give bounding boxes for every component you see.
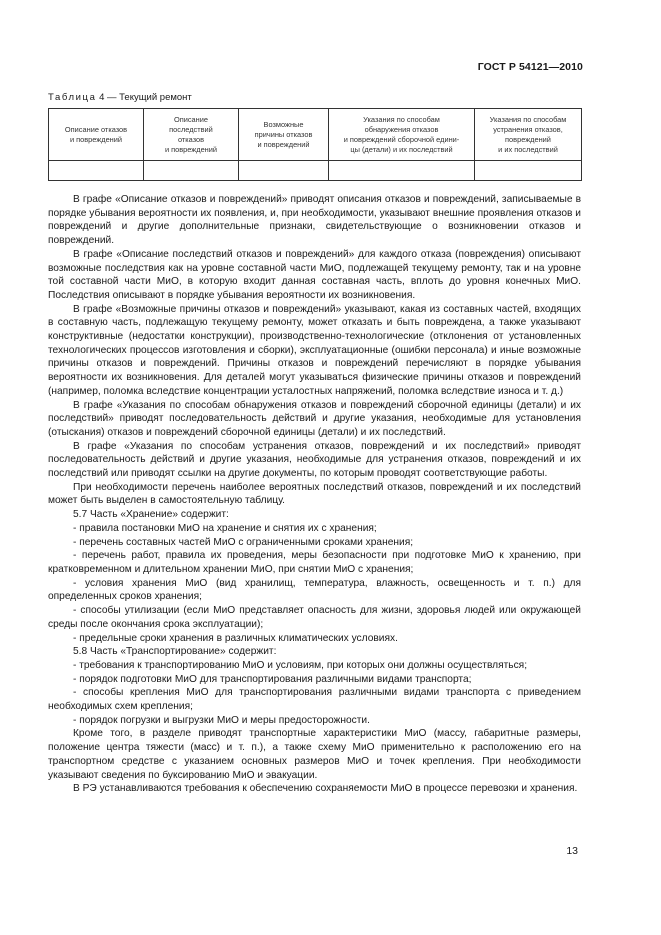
body-text	[48, 193, 581, 796]
header-line: и повреждений	[164, 144, 218, 154]
table-cell	[144, 161, 239, 181]
standard-designation: ГОСТ Р 54121—2010	[477, 61, 583, 73]
paragraph: Кроме того, в разделе приводят транспортные характеристики МиО (массу, габаритные размеры, положение центра тяжести (масс) и т. п.), а также схему МиО применительно к расположению его на транспортном средстве с указанием основных размеров МиО и точек крепления. При необходимости указывают сведения по буксированию МиО и эвакуации.	[48, 728, 581, 781]
table-caption-text: 4 — Текущий ремонт	[96, 92, 192, 103]
paragraph: В графе «Описание последствий отказов и повреждений» для каждого отказа (повреждения) описывают возможные последствия как на уровне составной части МиО, подлежащей текущему ремонту, так и на уровне той составной части МиО, в которую входит данная составная часть, вплоть до уровня конечных МиО. Последствия описывают в порядке убывания вероятности их возникновения.	[48, 248, 581, 301]
list-item: - требования к транспортированию МиО и условиям, при которых они должны осуществляться;	[73, 659, 528, 671]
list-item: - условия хранения МиО (вид хранилищ, температура, влажность, освещенность и т. п.) для определенных сроков хранения;	[48, 577, 581, 603]
header-line: причины отказов	[254, 129, 313, 139]
paragraph: В РЭ устанавливаются требования к обеспечению сохраняемости МиО в процессе перевозки и хранения.	[73, 783, 578, 795]
header-consequences	[144, 109, 239, 161]
list-item: - способы крепления МиО для транспортирования различными видами транспорта с приведением необходимых схем крепления;	[48, 687, 581, 713]
header-line: повреждений	[505, 134, 551, 144]
list-item: - предельные сроки хранения в различных климатических условиях.	[73, 632, 398, 644]
header-line: цы (детали) и их последствий	[350, 144, 453, 154]
header-line: обнаружения отказов	[364, 124, 439, 134]
list-item: - порядок погрузки и выгрузки МиО и меры предосторожности.	[73, 714, 370, 726]
section-heading-storage: 5.7 Часть «Хранение» содержит:	[73, 509, 229, 521]
header-line: и повреждений сборочной едини-	[343, 134, 460, 144]
header-failure-description	[49, 109, 144, 161]
header-line: Возможные	[263, 119, 304, 129]
header-causes	[239, 109, 329, 161]
header-line: Описание	[173, 114, 208, 124]
paragraph: В графе «Указания по способам устранения отказов, повреждений и их последствий» приводят последовательность действий и другие указания, необходимые для устранения отказов, повреждений и их последствий или приводят ссылки на другие документы, по которым проводят соответствующие работы.	[48, 440, 581, 480]
list-item: - порядок подготовки МиО для транспортирования различными видами транспорта;	[73, 673, 472, 685]
table-header-row	[49, 109, 582, 161]
header-detection	[329, 109, 475, 161]
list-item: - способы утилизации (если МиО представляет опасность для жизни, здоровья людей или окружающей среды после окончания срока эксплуатации);	[48, 605, 581, 630]
paragraph: В графе «Указания по способам обнаружения отказов и повреждений сборочной единицы (детали) и их последствий» приводят последовательность действий и другие указания, необходимые для установления (отыскания) отказов и повреждений сборочной единицы (детали) и их последствий.	[48, 399, 581, 438]
header-elimination	[475, 109, 582, 161]
list-item: - перечень работ, правила их проведения, меры безопасности при подготовке МиО к хранению, при кратковременном и длительном хранении МиО, при снятии МиО с хранения;	[48, 550, 581, 575]
header-line: Указания по способам	[363, 114, 440, 124]
table-caption-label: Таблица	[48, 92, 97, 103]
header-line: и повреждений	[257, 139, 310, 149]
list-item: - правила постановки МиО на хранение и снятия их с хранения;	[73, 522, 377, 534]
header-line: последствий	[169, 124, 213, 134]
table-cell	[239, 161, 329, 181]
paragraph: В графе «Описание отказов и повреждений» приводят описания отказов и повреждений, записываемые в порядке убывания вероятности их появления, и, при необходимости, указывают внешние проявления отказов и повреждений и другие дополнительные признаки, свидетельствующие о возникновении отказов и повреждений.	[48, 194, 581, 247]
header-line: Указания по способам	[489, 114, 567, 124]
section-heading-transport: 5.8 Часть «Транспортирование» содержит:	[73, 646, 277, 658]
table-cell	[49, 161, 144, 181]
header-line: отказов	[177, 134, 205, 144]
table-cell	[329, 161, 475, 181]
paragraph: В графе «Возможные причины отказов и повреждений» указывают, какая из составных частей, входящих в составную часть, подлежащую текущему ремонту, может отказать и быть повреждена, а также указывают конструктивные (недостатки конструкции), производственно-технологические (отклонения от установленных технологических процессов изготовления и сборки), эксплуатационные (ошибки персонала) и иные возможные причины отказов и повреждений. Причины отказов и повреждений перечисляют в порядке убывания вероятности их возникновения. Для деталей могут указываться физические причины отказов и повреждений (например, поломка вследствие концентрации усталостных напряжений, поломка вследствие износа и т. д.)	[48, 303, 581, 397]
current-repair-table	[48, 108, 582, 181]
header-line: и повреждений	[69, 134, 123, 144]
table-cell	[475, 161, 582, 181]
list-item: - перечень составных частей МиО с ограниченными сроками хранения;	[73, 536, 414, 548]
header-line: Описание отказов	[64, 124, 128, 134]
header-line: устранения отказов,	[493, 124, 563, 134]
page-number: 13	[566, 845, 578, 857]
table-empty-row	[49, 161, 582, 181]
paragraph: При необходимости перечень наиболее вероятных последствий отказов, повреждений и их последствий может быть выделен в самостоятельную таблицу.	[48, 481, 581, 507]
header-line: и их последствий	[498, 144, 558, 154]
table-caption	[48, 92, 192, 103]
